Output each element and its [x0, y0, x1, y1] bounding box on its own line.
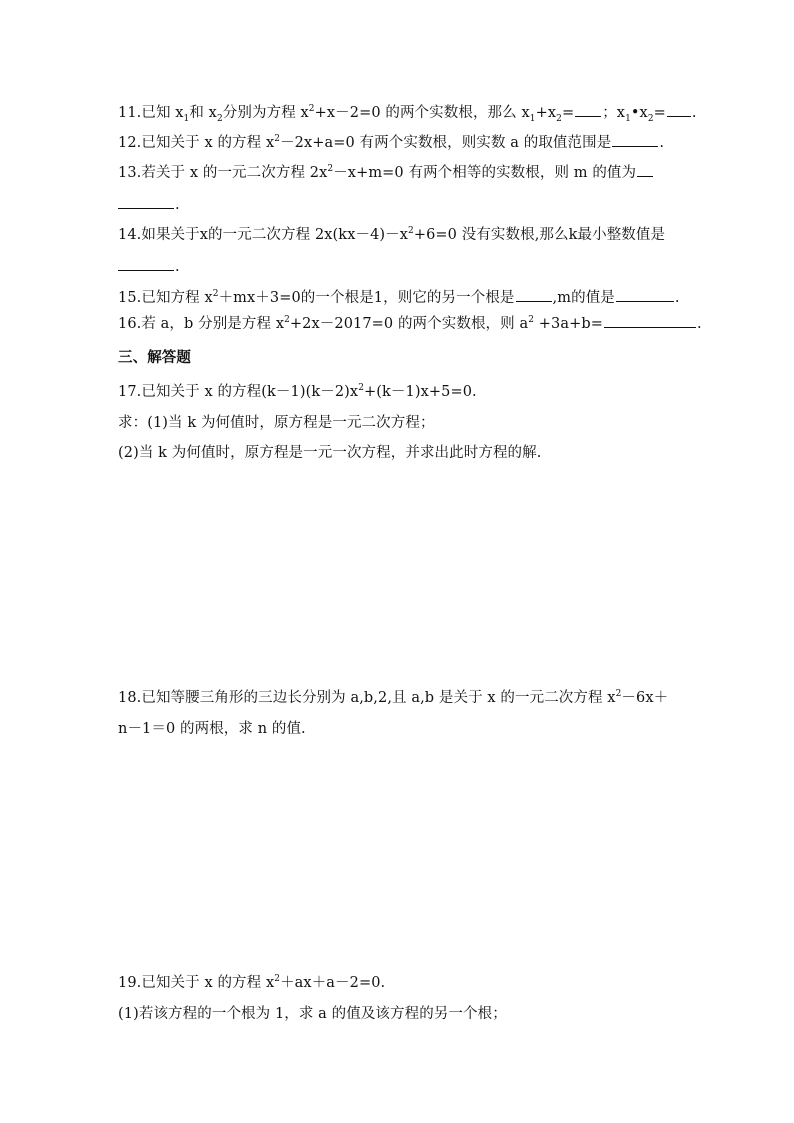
question-13: 13.若关于 x 的一元二次方程 $2x^2-x+m=0$ 有两个相等的实数根，则 m 的值为	[118, 162, 708, 183]
question-19-line-2: (1)若该方程的一个根为 1，求 a 的值及该方程的另一个根；	[118, 1006, 507, 1022]
section-title: 三、解答题	[118, 349, 191, 366]
question-14-continued: .	[118, 256, 708, 277]
question-13-continued: .	[118, 194, 708, 215]
answer-blank[interactable]	[667, 102, 691, 117]
answer-blank[interactable]	[637, 162, 653, 177]
question-18-line-2: n－1＝0 的两根，求 n 的值.	[118, 721, 306, 737]
answer-blank[interactable]	[118, 194, 174, 209]
question-17-line-3: (2)当 k 为何值时，原方程是一元一次方程，并求出此时方程的解.	[118, 445, 542, 461]
question-14: 14.如果关于x的一元二次方程 $2x(kx-4)-x^2+6=0$ 没有实数根,那么k最小整数值是	[118, 226, 666, 243]
question-12: 12.已知关于 x 的方程 $x^2-2x+a=0$ 有两个实数根，则实数 a 的取值范围是 .	[118, 132, 708, 153]
answer-blank[interactable]	[118, 256, 174, 271]
answer-blank[interactable]	[604, 313, 696, 328]
answer-blank[interactable]	[575, 102, 601, 117]
question-11: 11.已知 $x_1$和 $x_2$分别为方程 $x^2+x-2=0$ 的两个实数根，那么 $x_1+x_2=$ ；$x_1•x_2=$ .	[118, 102, 708, 123]
question-16: 16.若 a，b 分别是方程 $x^2+2x-2017=0$ 的两个实数根，则 $a^2 +3a+b=$ .	[118, 313, 708, 334]
answer-blank[interactable]	[612, 132, 658, 147]
question-15: 15.已知方程 $x^2+mx+3=0$的一个根是1，则它的另一个根是 ,m的值是 .	[118, 287, 708, 308]
question-18-line-1: 18.已知等腰三角形的三边长分别为 a,b,2,且 a,b 是关于 x 的一元二次方程 $x^2-6x+$	[118, 689, 669, 706]
question-19-line-1: 19.已知关于 x 的方程 $x^2+ax+a-2=0$.	[118, 974, 386, 991]
question-17-line-1: 17.已知关于 x 的方程$(k-1)(k-2)x^2+(k-1)x+5=0$.	[118, 383, 477, 400]
answer-blank[interactable]	[516, 287, 552, 302]
answer-blank[interactable]	[616, 287, 674, 302]
question-17-line-2: 求：(1)当 k 为何值时，原方程是一元二次方程；	[118, 415, 435, 431]
